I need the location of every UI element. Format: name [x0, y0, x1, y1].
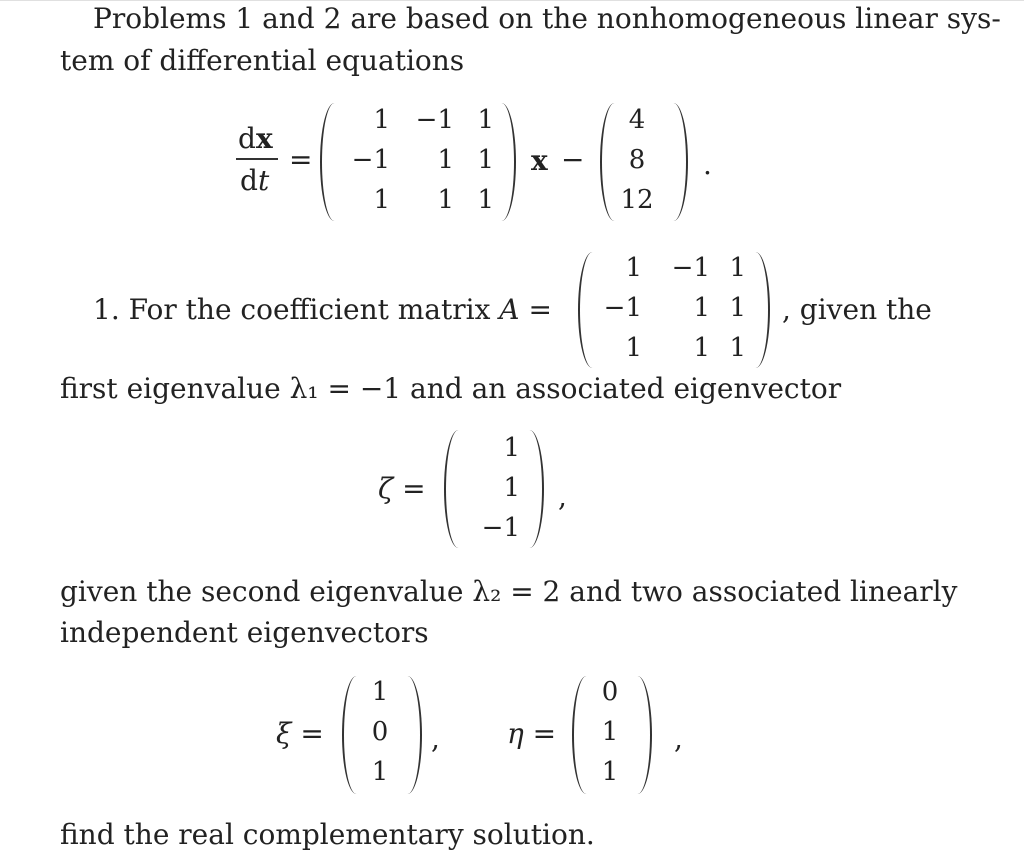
xi-comma: , — [431, 722, 440, 755]
eta-label: η = — [507, 717, 557, 750]
intro-line-2: tem of differential equations — [60, 44, 465, 77]
coefficient-matrix — [338, 100, 494, 220]
matrix-row: −1 1 1 — [603, 293, 746, 323]
bold-x: x — [255, 122, 273, 155]
independent-eigenvectors-line: independent eigenvectors — [60, 616, 429, 649]
second-eigenvalue-line: given the second eigenvalue λ₂ = 2 and two associated linearly — [60, 575, 958, 608]
xi-vector: 1 0 1 — [371, 677, 389, 787]
problem-1-matrix — [596, 248, 746, 368]
fraction-bar — [236, 158, 278, 160]
problem-1-label: 1. For the coefficient matrix A = — [93, 293, 552, 326]
period: . — [703, 148, 712, 181]
matrix-row: 1 −1 1 — [373, 105, 494, 135]
right-paren — [398, 676, 422, 794]
constant-vector: 4 8 12 — [620, 105, 654, 215]
right-paren — [628, 676, 652, 794]
final-instruction: find the real complementary solution. — [60, 818, 595, 851]
right-paren — [492, 103, 516, 221]
matrix-row: 1 1 1 — [373, 185, 494, 215]
first-eigenvalue-line: first eigenvalue λ₁ = −1 and an associated eigenvector — [60, 372, 842, 405]
matrix-row: 1 −1 1 — [625, 253, 746, 283]
zeta-label: ζ = — [378, 472, 426, 505]
right-paren — [746, 252, 770, 368]
bold-x-vector: x — [531, 144, 548, 177]
matrix-row: 1 1 1 — [625, 333, 746, 363]
d-symbol: d — [238, 122, 256, 155]
intro-line-1: Problems 1 and 2 are based on the nonhomogeneous linear sys- — [93, 2, 1001, 35]
equals-sign: = — [289, 143, 313, 176]
zeta-vector: 1 1 −1 — [481, 433, 520, 543]
xi-label: ξ = — [276, 717, 324, 750]
frac-denominator: dt — [240, 164, 270, 197]
right-paren — [520, 430, 544, 548]
given-the-text: , given the — [782, 293, 932, 326]
matrix-row: −1 1 1 — [351, 145, 494, 175]
eta-comma: , — [674, 722, 683, 755]
eta-vector: 0 1 1 — [601, 677, 619, 787]
frac-numerator — [238, 122, 273, 156]
minus-sign: − — [561, 143, 585, 176]
right-paren — [664, 103, 688, 221]
zeta-comma: , — [558, 480, 567, 513]
